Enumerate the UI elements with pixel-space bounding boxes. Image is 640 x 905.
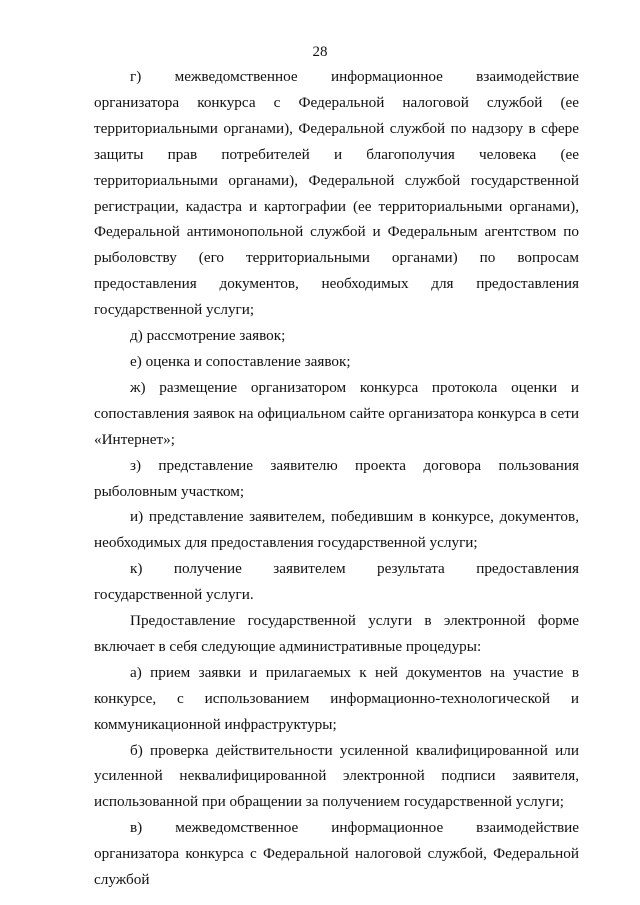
page-number: 28 <box>312 44 328 60</box>
paragraph-e-evaluation-applications: е) оценка и сопоставление заявок; <box>130 352 351 370</box>
paragraph-i-winner-documents: и) представление заявителем, победившим в конкурсе, документов, необходимых для предоставления государственной услуги; <box>94 508 579 552</box>
paragraph-a-application-intake: а) прием заявки и прилагаемых к ней документов на участие в конкурсе, с использованием информационно-технологической и коммуникационной инфраструктуры; <box>94 663 579 733</box>
paragraph-electronic-form-intro: Предоставление государственной услуги в электронной форме включает в себя следующие административные процедуры: <box>94 612 579 655</box>
paragraph-g-interagency-interaction: г) межведомственное информационное взаимодействие организатора конкурса с Федеральной налоговой службой (ее территориальными органами), Федеральной службой по надзору в сфере защиты прав потребителей и благополучия человека (ее территориальными органами), Федеральной службой государственной регистрации, кадастра и картографии (ее территориальными органами), Федеральной антимонопольной службой и Федеральным агентством по рыболовству (его территориальными органами) по вопросам предоставления документов, необходимых для предоставления государственной услуги; <box>94 68 579 319</box>
document-body <box>94 64 579 893</box>
paragraph-v-interagency-interaction: в) межведомственное информационное взаимодействие организатора конкурса с Федеральной налоговой службой, Федеральной службой <box>94 819 579 889</box>
paragraph-k-service-result: к) получение заявителем результата предоставления государственной услуги. <box>94 560 579 604</box>
paragraph-z-draft-agreement: з) представление заявителю проекта договора пользования рыболовным участком; <box>94 456 579 500</box>
paragraph-d-review-applications: д) рассмотрение заявок; <box>130 327 286 345</box>
paragraph-zh-publication-protocol: ж) размещение организатором конкурса протокола оценки и сопоставления заявок на официальном сайте организатора конкурса в сети «Интернет»; <box>94 378 579 448</box>
paragraph-b-signature-verification: б) проверка действительности усиленной квалифицированной или усиленной неквалифицированной электронной подписи заявителя, использованной при обращении за получением государственной услуги; <box>94 741 579 811</box>
